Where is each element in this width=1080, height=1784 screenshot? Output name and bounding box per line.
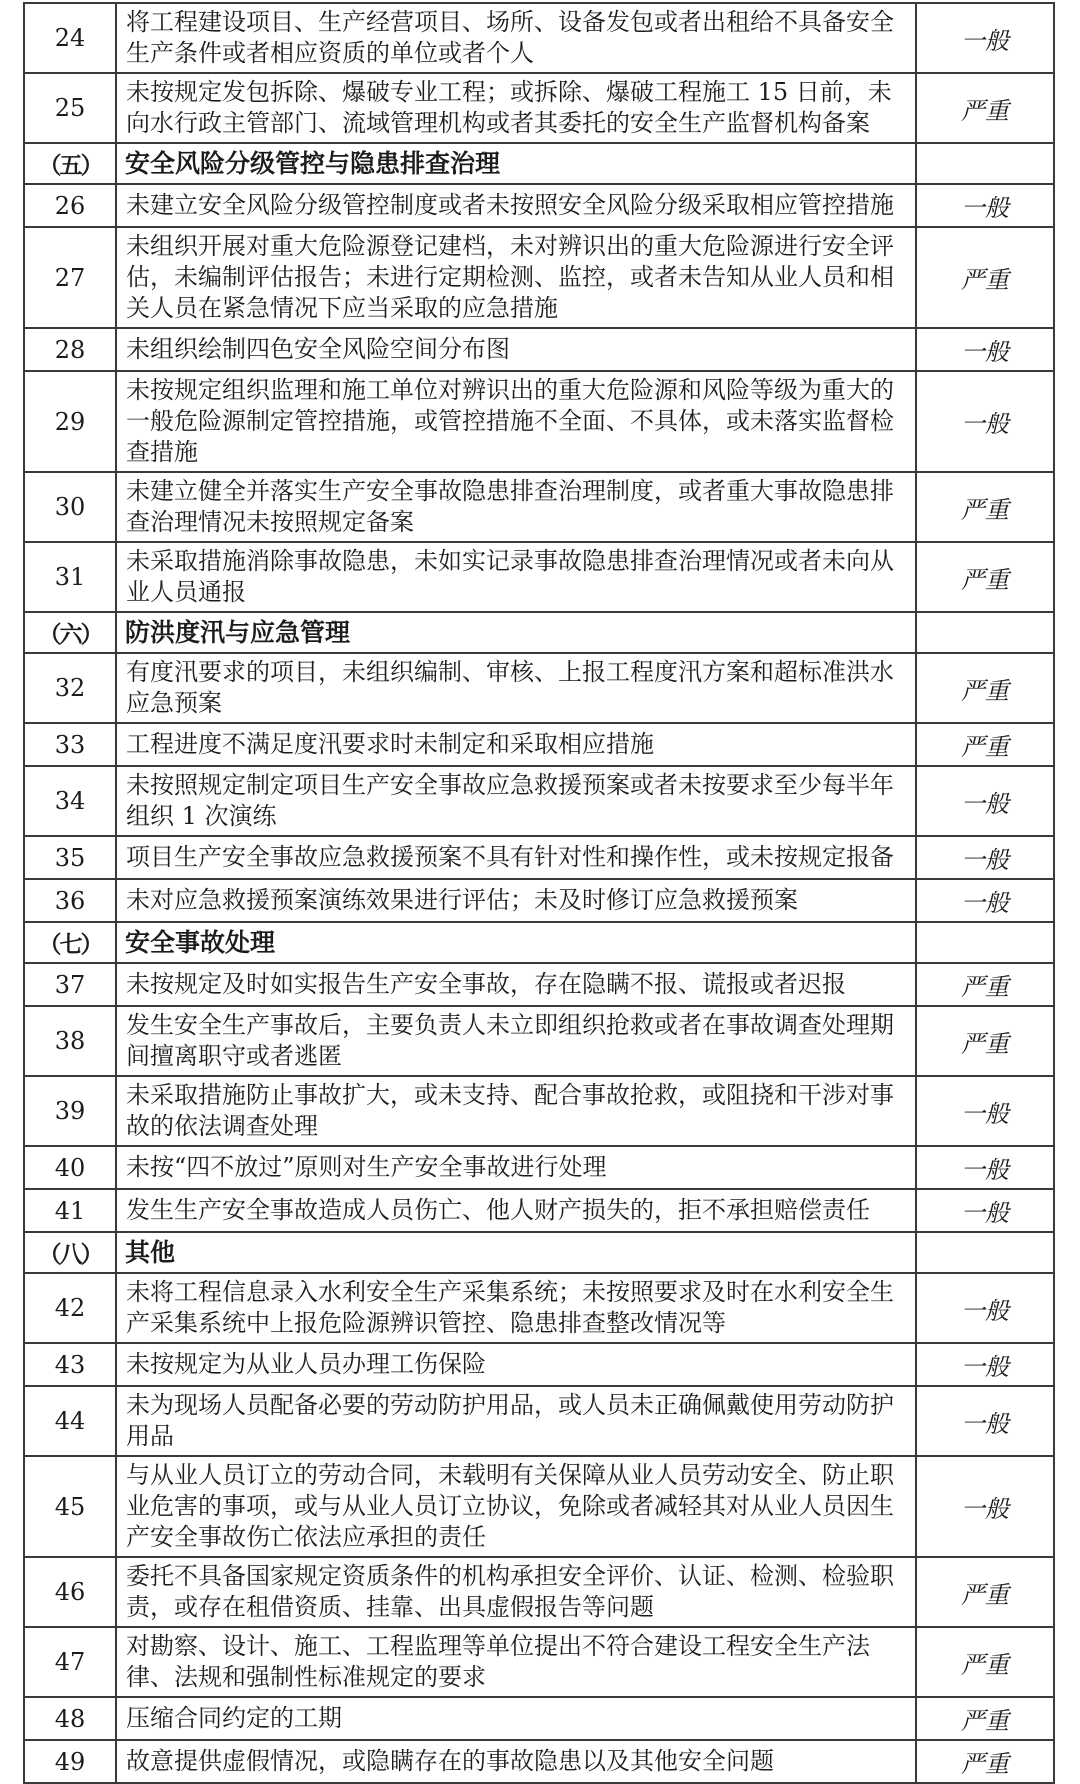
table-row [24, 1343, 1054, 1386]
table-row [24, 1740, 1054, 1783]
row-number: 33 [24, 723, 116, 766]
table-row [24, 1189, 1054, 1232]
table-row [24, 542, 1054, 612]
severity-level: 严重 [916, 73, 1054, 143]
row-number: 44 [24, 1386, 116, 1456]
severity-level: 一般 [916, 836, 1054, 879]
table-row [24, 73, 1054, 143]
table-row [24, 1697, 1054, 1740]
severity-level: 一般 [916, 3, 1054, 73]
row-number: 45 [24, 1456, 116, 1557]
violation-description: 未采取措施防止事故扩大，或未支持、配合事故抢救，或阻挠和干涉对事故的依法调查处理 [116, 1076, 916, 1146]
section-header-row [24, 143, 1054, 184]
table-row [24, 723, 1054, 766]
severity-level: 严重 [916, 963, 1054, 1006]
violation-description: 未按“四不放过”原则对生产安全事故进行处理 [116, 1146, 916, 1189]
severity-level: 严重 [916, 1740, 1054, 1783]
severity-level: 一般 [916, 371, 1054, 472]
violation-description: 项目生产安全事故应急救援预案不具有针对性和操作性，或未按规定报备 [116, 836, 916, 879]
violation-description: 委托不具备国家规定资质条件的机构承担安全评价、认证、检测、检验职责，或存在租借资质、挂靠、出具虚假报告等问题 [116, 1557, 916, 1627]
severity-level: 严重 [916, 1006, 1054, 1076]
violation-description: 未将工程信息录入水利安全生产采集系统；未按照要求及时在水利安全生产采集系统中上报危险源辨识管控、隐患排查整改情况等 [116, 1273, 916, 1343]
row-number: 24 [24, 3, 116, 73]
violation-description: 未对应急救援预案演练效果进行评估；未及时修订应急救援预案 [116, 879, 916, 922]
severity-level: 一般 [916, 1456, 1054, 1557]
table-row [24, 328, 1054, 371]
severity-level: 一般 [916, 1189, 1054, 1232]
section-severity-empty [916, 1232, 1054, 1273]
table-row [24, 1627, 1054, 1697]
row-number: 48 [24, 1697, 116, 1740]
row-number: 47 [24, 1627, 116, 1697]
table-row [24, 963, 1054, 1006]
severity-level: 严重 [916, 1697, 1054, 1740]
severity-level: 一般 [916, 879, 1054, 922]
row-number: 46 [24, 1557, 116, 1627]
section-title: 防洪度汛与应急管理 [116, 612, 916, 653]
table-row [24, 653, 1054, 723]
violation-description: 发生生产安全事故造成人员伤亡、他人财产损失的，拒不承担赔偿责任 [116, 1189, 916, 1232]
section-severity-empty [916, 922, 1054, 963]
severity-level: 严重 [916, 1557, 1054, 1627]
severity-level: 严重 [916, 472, 1054, 542]
row-number: 49 [24, 1740, 116, 1783]
severity-level: 一般 [916, 328, 1054, 371]
row-number: 40 [24, 1146, 116, 1189]
row-number: 42 [24, 1273, 116, 1343]
violation-description: 未为现场人员配备必要的劳动防护用品，或人员未正确佩戴使用劳动防护用品 [116, 1386, 916, 1456]
severity-level: 一般 [916, 1343, 1054, 1386]
table-row [24, 879, 1054, 922]
table-row [24, 1006, 1054, 1076]
violation-description: 未按规定发包拆除、爆破专业工程；或拆除、爆破工程施工 15 日前，未向水行政主管部门、流域管理机构或者其委托的安全生产监督机构备案 [116, 73, 916, 143]
table-row [24, 371, 1054, 472]
violation-description: 发生安全生产事故后，主要负责人未立即组织抢救或者在事故调查处理期间擅离职守或者逃匿 [116, 1006, 916, 1076]
severity-level: 一般 [916, 1386, 1054, 1456]
row-number: 39 [24, 1076, 116, 1146]
table-row [24, 472, 1054, 542]
table-row [24, 3, 1054, 73]
row-number: 34 [24, 766, 116, 836]
table-row [24, 766, 1054, 836]
violation-description: 压缩合同约定的工期 [116, 1697, 916, 1740]
violation-description: 未按规定为从业人员办理工伤保险 [116, 1343, 916, 1386]
section-header-row [24, 922, 1054, 963]
violation-description: 未按规定及时如实报告生产安全事故，存在隐瞒不报、谎报或者迟报 [116, 963, 916, 1006]
section-number: （六） [24, 612, 116, 653]
section-header-row [24, 612, 1054, 653]
violation-description: 未建立健全并落实生产安全事故隐患排查治理制度，或者重大事故隐患排查治理情况未按照规定备案 [116, 472, 916, 542]
violation-description: 未采取措施消除事故隐患，未如实记录事故隐患排查治理情况或者未向从业人员通报 [116, 542, 916, 612]
table-row [24, 1273, 1054, 1343]
violation-description: 未按照规定制定项目生产安全事故应急救援预案或者未按要求至少每半年组织 1 次演练 [116, 766, 916, 836]
row-number: 43 [24, 1343, 116, 1386]
violation-description: 与从业人员订立的劳动合同，未载明有关保障从业人员劳动安全、防止职业危害的事项，或与从业人员订立协议，免除或者减轻其对从业人员因生产安全事故伤亡依法应承担的责任 [116, 1456, 916, 1557]
violation-description: 故意提供虚假情况，或隐瞒存在的事故隐患以及其他安全问题 [116, 1740, 916, 1783]
section-title: 安全事故处理 [116, 922, 916, 963]
severity-level: 一般 [916, 184, 1054, 227]
row-number: 37 [24, 963, 116, 1006]
section-severity-empty [916, 612, 1054, 653]
row-number: 35 [24, 836, 116, 879]
violation-description: 未组织开展对重大危险源登记建档，未对辨识出的重大危险源进行安全评估，未编制评估报告；未进行定期检测、监控，或者未告知从业人员和相关人员在紧急情况下应当采取的应急措施 [116, 227, 916, 328]
table-row [24, 1456, 1054, 1557]
row-number: 26 [24, 184, 116, 227]
safety-violation-table [23, 2, 1055, 1784]
section-title: 其他 [116, 1232, 916, 1273]
severity-level: 严重 [916, 227, 1054, 328]
violation-description: 将工程建设项目、生产经营项目、场所、设备发包或者出租给不具备安全生产条件或者相应资质的单位或者个人 [116, 3, 916, 73]
violation-table-body [24, 3, 1054, 1783]
section-severity-empty [916, 143, 1054, 184]
row-number: 25 [24, 73, 116, 143]
violation-description: 工程进度不满足度汛要求时未制定和采取相应措施 [116, 723, 916, 766]
violation-description: 未组织绘制四色安全风险空间分布图 [116, 328, 916, 371]
severity-level: 一般 [916, 1076, 1054, 1146]
row-number: 41 [24, 1189, 116, 1232]
section-header-row [24, 1232, 1054, 1273]
row-number: 27 [24, 227, 116, 328]
table-row [24, 184, 1054, 227]
severity-level: 一般 [916, 1273, 1054, 1343]
table-row [24, 1146, 1054, 1189]
table-row [24, 1386, 1054, 1456]
severity-level: 一般 [916, 766, 1054, 836]
row-number: 29 [24, 371, 116, 472]
table-row [24, 227, 1054, 328]
section-number: （八） [24, 1232, 116, 1273]
row-number: 36 [24, 879, 116, 922]
row-number: 30 [24, 472, 116, 542]
violation-description: 未建立安全风险分级管控制度或者未按照安全风险分级采取相应管控措施 [116, 184, 916, 227]
section-number: （五） [24, 143, 116, 184]
violation-description: 对勘察、设计、施工、工程监理等单位提出不符合建设工程安全生产法律、法规和强制性标准规定的要求 [116, 1627, 916, 1697]
row-number: 28 [24, 328, 116, 371]
row-number: 31 [24, 542, 116, 612]
section-title: 安全风险分级管控与隐患排查治理 [116, 143, 916, 184]
table-row [24, 1557, 1054, 1627]
severity-level: 严重 [916, 653, 1054, 723]
section-number: （七） [24, 922, 116, 963]
severity-level: 严重 [916, 723, 1054, 766]
row-number: 38 [24, 1006, 116, 1076]
severity-level: 严重 [916, 1627, 1054, 1697]
table-row [24, 836, 1054, 879]
row-number: 32 [24, 653, 116, 723]
table-row [24, 1076, 1054, 1146]
severity-level: 严重 [916, 542, 1054, 612]
severity-level: 一般 [916, 1146, 1054, 1189]
violation-description: 未按规定组织监理和施工单位对辨识出的重大危险源和风险等级为重大的一般危险源制定管控措施，或管控措施不全面、不具体，或未落实监督检查措施 [116, 371, 916, 472]
violation-description: 有度汛要求的项目，未组织编制、审核、上报工程度汛方案和超标准洪水应急预案 [116, 653, 916, 723]
